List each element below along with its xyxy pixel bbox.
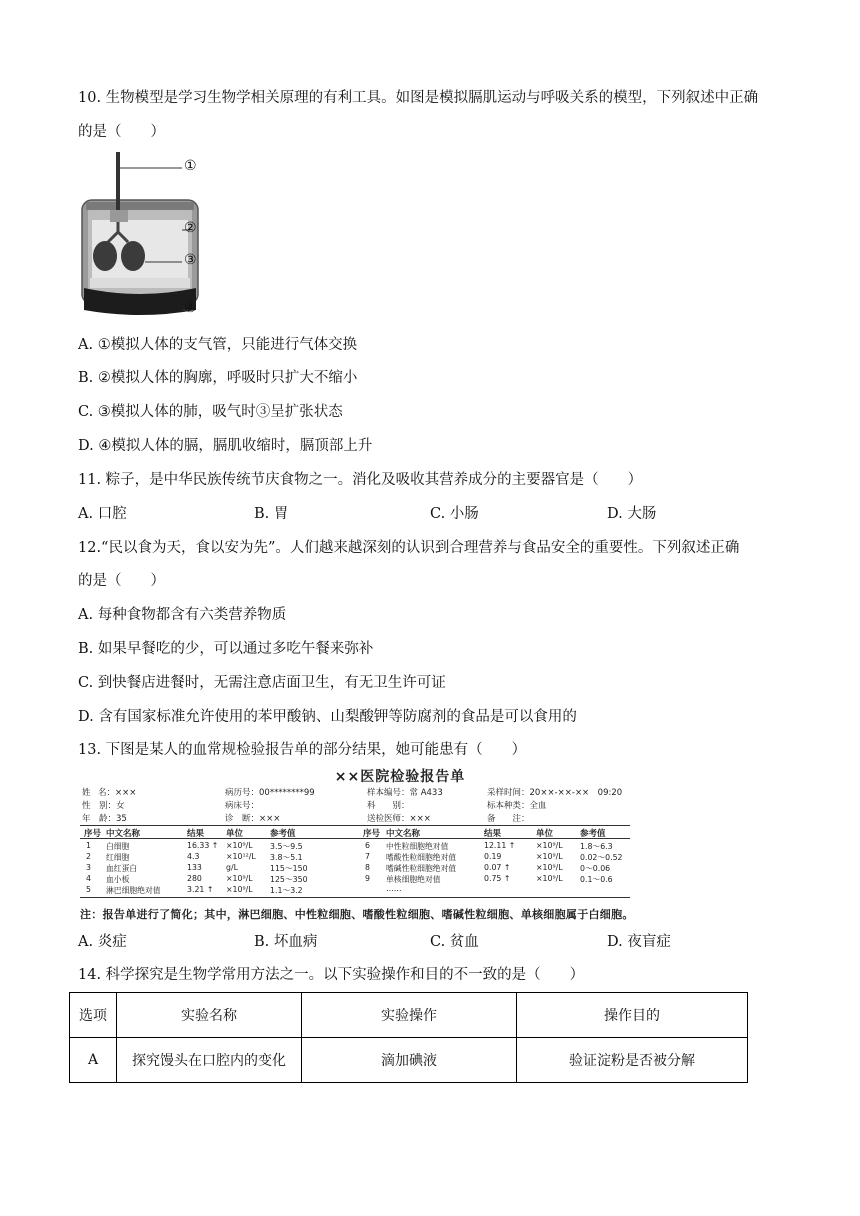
row-6-result: 12.11 ↑ xyxy=(484,841,516,850)
report-rule-top xyxy=(80,825,630,826)
td-purpose: 验证淀粉是否被分解 xyxy=(517,1038,748,1083)
q13-option-d: D. 夜盲症 xyxy=(607,934,671,950)
hdr-no-2: 序号 xyxy=(363,829,381,839)
row-9-ref: 0.1～0.6 xyxy=(580,875,613,884)
report-rule-header xyxy=(80,838,630,839)
row-8-no: 8 xyxy=(365,863,370,872)
report-bed-no: 病床号： xyxy=(225,801,260,811)
report-name: 名：××× xyxy=(98,788,137,798)
row-4-ref: 125～350 xyxy=(270,875,308,884)
hdr-ref-2: 参考值 xyxy=(580,829,606,839)
q12-stem-line2: 的是（ ） xyxy=(78,573,165,589)
q10-option-c: C. ③模拟人体的肺，吸气时③呈扩张状态 xyxy=(78,404,343,420)
row-3-ref: 115～150 xyxy=(270,864,308,873)
hdr-no-1: 序号 xyxy=(84,829,102,839)
q10-option-b: B. ②模拟人体的胸廓，呼吸时只扩大不缩小 xyxy=(78,370,358,386)
q13-option-c: C. 贫血 xyxy=(430,934,479,950)
q11-option-c: C. 小肠 xyxy=(430,506,479,522)
report-sample-type: 标本种类：全血 xyxy=(487,801,547,811)
row-1-ref: 3.5～9.5 xyxy=(270,842,303,851)
row-4-unit: ×10⁹/L xyxy=(226,874,253,883)
label-2: ② xyxy=(184,220,197,236)
q10-stem-line1: 10. 生物模型是学习生物学相关原理的有利工具。如图是模拟膈肌运动与呼吸关系的模型，下列叙述中正确 xyxy=(78,90,759,106)
row-2-name: 红细胞 xyxy=(106,853,130,862)
hdr-name-1: 中文名称 xyxy=(106,829,141,839)
td-experiment-name: 探究馒头在口腔内的变化 xyxy=(117,1038,302,1083)
row-8-unit: ×10⁹/L xyxy=(536,863,563,872)
row-6-no: 6 xyxy=(365,841,370,850)
q10-option-d: D. ④模拟人体的膈，膈肌收缩时，膈顶部上升 xyxy=(78,438,373,454)
blood-test-report xyxy=(80,766,720,926)
label-4: ④ xyxy=(184,300,197,316)
row-9-name: 单核细胞绝对值 xyxy=(386,875,441,884)
q11-option-b: B. 胃 xyxy=(254,506,289,522)
row-7-unit: ×10⁹/L xyxy=(536,852,563,861)
th-operation: 实验操作 xyxy=(302,993,517,1038)
hdr-ref-1: 参考值 xyxy=(270,829,296,839)
report-name-prefix: 姓 xyxy=(82,788,91,798)
q12-option-b: B. 如果早餐吃的少，可以通过多吃午餐来弥补 xyxy=(78,641,374,657)
q14-table xyxy=(69,992,748,1083)
row-1-name: 白细胞 xyxy=(106,842,130,851)
hdr-result-2: 结果 xyxy=(484,829,502,839)
label-3: ③ xyxy=(184,252,197,268)
row-9-unit: ×10⁹/L xyxy=(536,874,563,883)
hdr-result-1: 结果 xyxy=(187,829,205,839)
row-7-ref: 0.02～0.52 xyxy=(580,853,623,862)
q12-option-d: D. 含有国家标准允许使用的苯甲酸钠、山梨酸钾等防腐剂的食品是可以食用的 xyxy=(78,709,577,725)
row-8-name: 嗜碱性粒细胞绝对值 xyxy=(386,864,457,873)
row-6-unit: ×10⁹/L xyxy=(536,841,563,850)
report-dept: 科 别： xyxy=(367,801,410,811)
q10-stem-line2: 的是（ ） xyxy=(78,124,165,140)
report-note: 注：报告单进行了简化；其中，淋巴细胞、中性粒细胞、嗜酸性粒细胞、嗜碱性粒细胞、单核细胞属于白细胞。 xyxy=(80,908,634,921)
label-1: ① xyxy=(184,158,197,174)
report-record-no: 病历号：00********99 xyxy=(225,788,315,798)
row-9-no: 9 xyxy=(365,874,370,883)
row-3-unit: g/L xyxy=(226,863,238,872)
report-gender: 性 别：女 xyxy=(82,801,125,811)
row-4-name: 血小板 xyxy=(106,875,130,884)
row-6-ref: 1.8～6.3 xyxy=(580,842,613,851)
report-rule-bottom xyxy=(80,897,630,898)
table-row xyxy=(70,1038,748,1083)
report-sample-no: 样本编号：常 A433 xyxy=(367,788,443,798)
diaphragm-model-illustration xyxy=(78,150,248,320)
report-age: 年 龄：35 xyxy=(82,814,127,824)
q13-option-a: A. 炎症 xyxy=(78,934,127,950)
table-header-row xyxy=(70,993,748,1038)
row-4-no: 4 xyxy=(86,874,91,883)
row-5-no: 5 xyxy=(86,885,91,894)
row-9-result: 0.75 ↑ xyxy=(484,874,511,883)
q10-option-a: A. ①模拟人体的支气管，只能进行气体交换 xyxy=(78,337,358,353)
row-3-name: 血红蛋白 xyxy=(106,864,138,873)
report-sample-time: 采样时间：20××-××-×× 09:20 xyxy=(487,788,623,798)
row-4-result: 280 xyxy=(187,874,202,883)
row-1-unit: ×10⁹/L xyxy=(226,841,253,850)
q11-option-a: A. 口腔 xyxy=(78,506,127,522)
row-7-result: 0.19 xyxy=(484,852,502,861)
row-5-unit: ×10⁹/L xyxy=(226,885,253,894)
row-5-result: 3.21 ↑ xyxy=(187,885,214,894)
row-6-name: 中性粒细胞绝对值 xyxy=(386,842,449,851)
q12-option-a: A. 每种食物都含有六类营养物质 xyxy=(78,607,287,623)
q12-option-c: C. 到快餐店进餐时，无需注意店面卫生，有无卫生许可证 xyxy=(78,675,446,691)
q14-stem: 14. 科学探究是生物学常用方法之一。以下实验操作和目的不一致的是（ ） xyxy=(78,967,585,983)
th-option: 选项 xyxy=(70,993,117,1038)
hdr-name-2: 中文名称 xyxy=(386,829,421,839)
th-purpose: 操作目的 xyxy=(517,993,748,1038)
row-1-result: 16.33 ↑ xyxy=(187,841,219,850)
report-title: ××医院检验报告单 xyxy=(334,769,466,785)
hdr-unit-1: 单位 xyxy=(226,829,244,839)
row-2-no: 2 xyxy=(86,852,91,861)
row-2-unit: ×10¹²/L xyxy=(226,852,256,861)
report-remark: 备 注： xyxy=(487,814,530,824)
row-8-result: 0.07 ↑ xyxy=(484,863,511,872)
row-1-no: 1 xyxy=(86,841,91,850)
row-2-ref: 3.8～5.1 xyxy=(270,853,303,862)
report-diagnosis: 诊 断：××× xyxy=(225,814,281,824)
q11-stem: 11. 粽子，是中华民族传统节庆食物之一。消化及吸收其营养成分的主要器官是（ ） xyxy=(78,472,643,488)
q11-option-d: D. 大肠 xyxy=(607,506,657,522)
row-5-ref: 1.1～3.2 xyxy=(270,886,303,895)
row-8-ref: 0～0.06 xyxy=(580,864,611,873)
q13-option-b: B. 坏血病 xyxy=(254,934,318,950)
th-experiment-name: 实验名称 xyxy=(117,993,302,1038)
row-3-no: 3 xyxy=(86,863,91,872)
hdr-unit-2: 单位 xyxy=(536,829,554,839)
td-operation: 滴加碘液 xyxy=(302,1038,517,1083)
report-doctor: 送检医师：××× xyxy=(367,814,431,824)
q12-stem-line1: 12.“民以食为天，食以安为先”。人们越来越深刻的认识到合理营养与食品安全的重要性。下列叙述正确 xyxy=(78,540,740,556)
row-5-name: 淋巴细胞绝对值 xyxy=(106,886,161,895)
row-2-result: 4.3 xyxy=(187,852,200,861)
row-7-name: 嗜酸性粒细胞绝对值 xyxy=(386,853,457,862)
row-3-result: 133 xyxy=(187,863,202,872)
td-option: A xyxy=(70,1038,117,1083)
row-7-no: 7 xyxy=(365,852,370,861)
row-ellipsis: …… xyxy=(386,884,402,893)
q13-stem: 13. 下图是某人的血常规检验报告单的部分结果，她可能患有（ ） xyxy=(78,742,527,758)
diaphragm-model-figure xyxy=(78,150,248,320)
